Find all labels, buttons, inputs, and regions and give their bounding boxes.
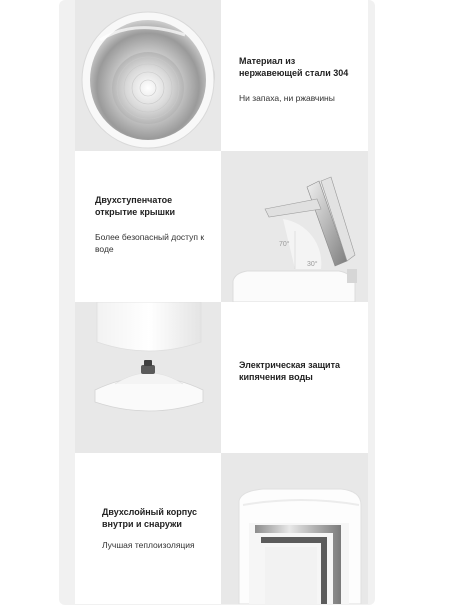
lid-subtitle: Более безопасный доступ к воде bbox=[95, 232, 205, 254]
insulation-subtitle: Лучшая теплоизоляция bbox=[102, 540, 195, 550]
protection-text-panel bbox=[221, 302, 368, 453]
steel-subtitle: Ни запаха, ни ржавчины bbox=[239, 93, 335, 103]
feature-row-insulation bbox=[75, 453, 368, 604]
feature-panel bbox=[59, 0, 375, 605]
feature-row-protection bbox=[75, 302, 368, 453]
angle-label-30: 30° bbox=[307, 261, 318, 268]
lid-text-panel bbox=[75, 151, 221, 302]
steel-heading: Материал из нержавеющей стали 304 bbox=[239, 56, 349, 78]
base-lifted-image bbox=[75, 302, 221, 453]
steel-interior-image bbox=[75, 0, 221, 151]
protection-heading: Электрическая защита кипячения воды bbox=[239, 360, 341, 382]
angle-label-70: 70° bbox=[279, 241, 290, 248]
feature-row-lid bbox=[75, 151, 368, 302]
feature-row-steel bbox=[75, 0, 368, 151]
steel-text-panel bbox=[221, 0, 368, 151]
insulation-text-panel bbox=[75, 453, 221, 604]
lid-heading: Двухступенчатое открытие крышки bbox=[95, 195, 176, 217]
lid-opening-image bbox=[221, 151, 368, 302]
double-wall-image bbox=[221, 453, 368, 604]
insulation-heading: Двухслойный корпус внутри и снаружи bbox=[102, 507, 198, 529]
